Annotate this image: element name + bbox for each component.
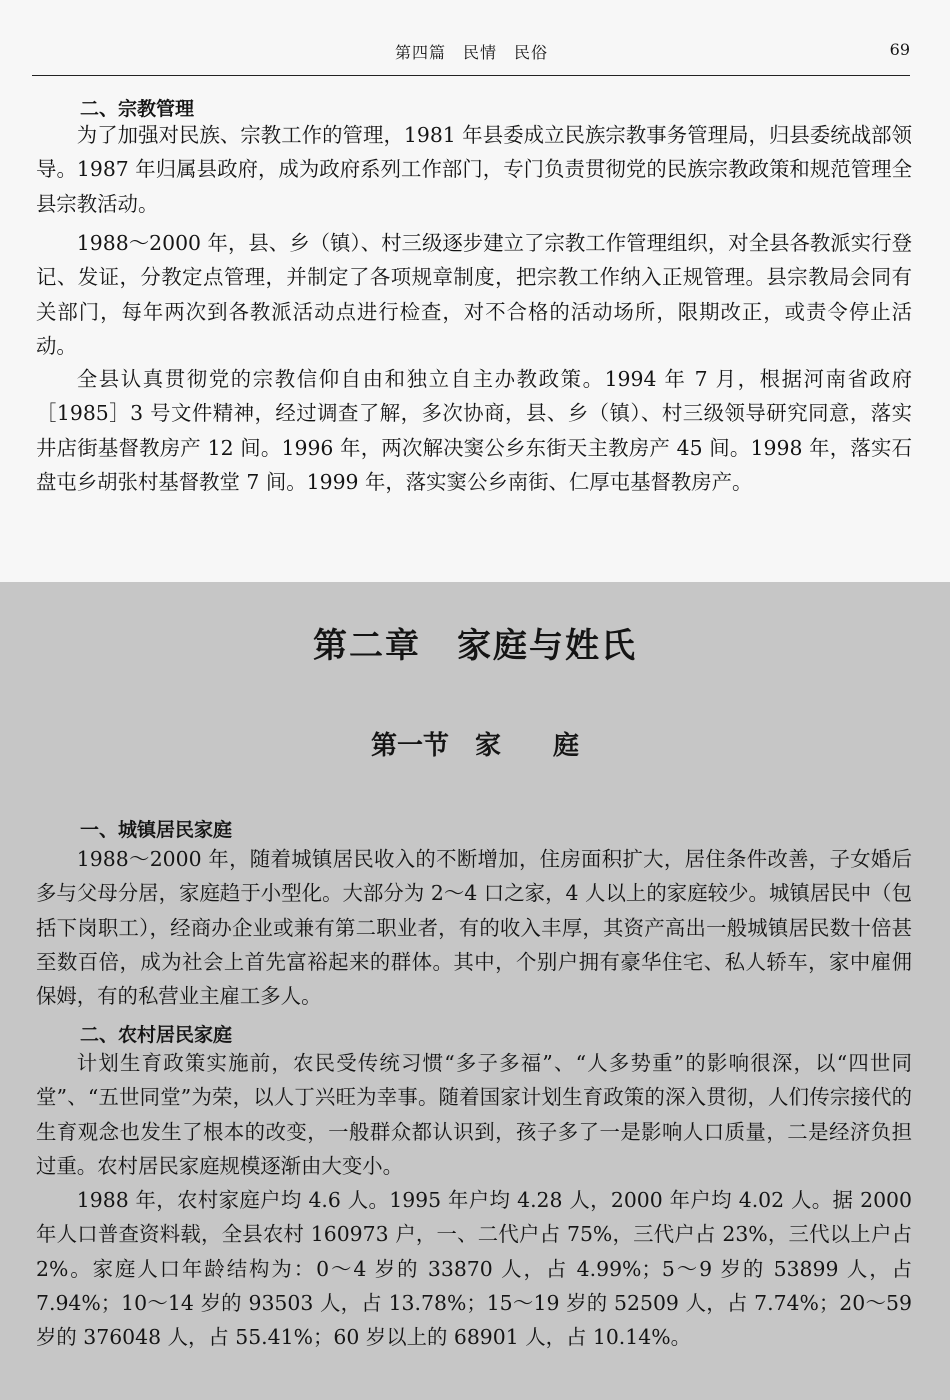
religion-paragraph-3: 全县认真贯彻党的宗教信仰自由和独立自主办教政策。1994 年 7 月，根据河南省政府［1985］3 号文件精神，经过调查了解，多次协商，县、乡（镇）、村三级领导研究同意，落实井店街基督教房产 12 间。1996 年，两次解决窦公乡东街天主教房产 45 间。1998 年，落实石盘屯乡胡张村基督教堂 7 间。1999 年，落实窦公乡南街、仁厚屯基督教房产。	[36, 367, 912, 494]
religion-paragraph-1: 为了加强对民族、宗教工作的管理，1981 年县委成立民族宗教事务管理局，归县委统战部领导。1987 年归属县政府，成为政府系列工作部门，专门负责贯彻党的民族宗教政策和规范管理全县宗教活动。	[36, 123, 912, 216]
rural-family-paragraph-2: 1988 年，农村家庭户均 4.6 人。1995 年户均 4.28 人，2000 年户均 4.02 人。据 2000 年人口普查资料载，全县农村 160973 户，一、二代户占 75%，三代户占 23%，三代以上户占 2%。家庭人口年龄结构为：0～4 岁的 33870 人，占 4.99%；5～9 岁的 53899 人，占 7.94%；10～14 岁的 93503 人，占 13.78%；15～19 岁的 52509 人，占 7.74%；20～59 岁的 376048 人，占 55.41%；60 岁以上的 68901 人，占 10.14%。	[36, 1188, 912, 1350]
religion-paragraph-2: 1988～2000 年，县、乡（镇）、村三级逐步建立了宗教工作管理组织，对全县各教派实行登记、发证，分教定点管理，并制定了各项规章制度，把宗教工作纳入正规管理。县宗教局会同有关部门，每年两次到各教派活动点进行检查，对不合格的活动场所，限期改正，或责令停止活动。	[36, 231, 912, 358]
urban-family-paragraph: 1988～2000 年，随着城镇居民收入的不断增加，住房面积扩大，居住条件改善，子女婚后多与父母分居，家庭趋于小型化。大部分为 2～4 口之家，4 人以上的家庭较少。城镇居民中（包括下岗职工），经商办企业或兼有第二职业者，有的收入丰厚，其资产高出一般城镇居民数十倍甚至数百倍，成为社会上首先富裕起来的群体。其中，个别户拥有豪华住宅、私人轿车，家中雇佣保姆，有的私营业主雇工多人。	[36, 847, 912, 1009]
religion-management-heading: 二、宗教管理	[80, 98, 195, 120]
rural-family-heading: 二、农村居民家庭	[80, 1024, 233, 1046]
page-number: 69	[889, 40, 910, 59]
chapter-title: 第二章 家庭与姓氏	[313, 626, 637, 666]
section-title: 第一节 家 庭	[370, 731, 579, 761]
header-title: 第四篇 民情 民俗	[395, 43, 549, 62]
header-rule	[32, 75, 910, 76]
running-header	[0, 38, 950, 68]
rural-family-paragraph-1: 计划生育政策实施前，农民受传统习惯“多子多福”、“人多势重”的影响很深，以“四世同堂”、“五世同堂”为荣，以人丁兴旺为幸事。随着国家计划生育政策的深入贯彻，人们传宗接代的生育观念也发生了根本的改变，一般群众都认识到，孩子多了一是影响人口质量，二是经济负担过重。农村居民家庭规模逐渐由大变小。	[36, 1051, 912, 1178]
urban-family-heading: 一、城镇居民家庭	[80, 819, 233, 841]
